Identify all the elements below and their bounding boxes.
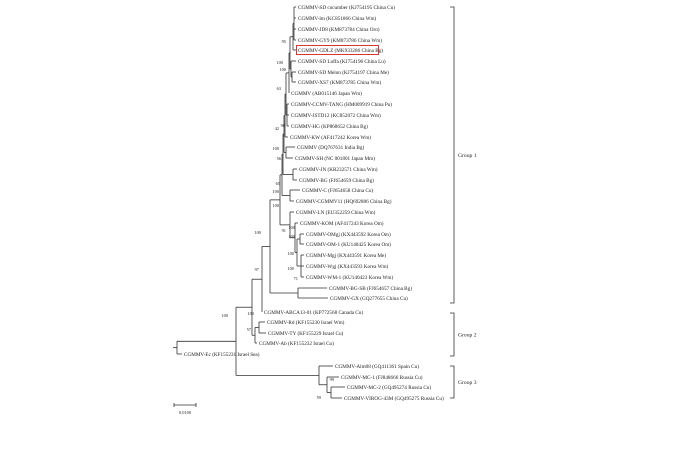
taxon-label: CGMMV-MC-1 (FJ848666 Russia Cu) <box>341 374 423 381</box>
bootstrap-value: 100 <box>272 203 279 208</box>
taxon-label: CGMMV-SD Melon (KJ754197 China Me) <box>298 69 389 76</box>
bootstrap-value: 71 <box>293 276 298 281</box>
taxon-label: CGMMV-LN (EU352259 China Wm) <box>296 209 376 216</box>
taxon-label: CGMMV-Alm08 (GQ411361 Spain Cu) <box>335 363 419 370</box>
bootstrap-value: 97 <box>254 267 259 272</box>
taxon-label: CGMMV-GDLZ (MK933286 China Bg) <box>298 47 383 54</box>
bootstrap-value: 100 <box>272 189 279 194</box>
taxon-label: CGMMV-TY (KF155229 Israel Cu) <box>268 330 344 337</box>
taxon-label: CGMMV-HG (KP868652 China Bg) <box>291 123 368 130</box>
bootstrap-value: 100 <box>279 67 286 72</box>
taxon-label: CGMMV-C (FJ654658 China Cu) <box>302 187 374 194</box>
taxon-label: CGMMV-lm (KC851866 China Wm) <box>298 15 377 22</box>
bootstrap-value: 100 <box>288 225 295 230</box>
bootstrap-value: 57 <box>246 327 251 332</box>
taxon-label: CGMMV-KOM (AF417243 Korea Om) <box>300 220 384 227</box>
group-label: Group 1 <box>458 153 477 159</box>
bootstrap-value: 100 <box>287 266 294 271</box>
taxon-label: CGMMV (AB015146 Japan Wm) <box>291 90 362 97</box>
taxon-label: CGMMV-BG-SB (FJ654657 China Bg) <box>329 285 412 292</box>
taxon-label: CGMMV-Mgj (KX443591 Korea Me) <box>306 252 387 259</box>
scale-bar <box>174 403 196 415</box>
taxon-label: CGMMV-Rd (KF155230 Israel Wm) <box>267 319 345 326</box>
group-brackets <box>450 7 477 398</box>
bootstrap-value: 100 <box>288 234 295 239</box>
taxon-label: CGMMV-JD8 (KM873784 China Oro) <box>298 26 380 33</box>
scale-bar-label: 0.0100 <box>178 410 192 415</box>
taxon-label: CGMMV-KW (AF417242 Korea Wm) <box>290 134 372 141</box>
taxon-label: CGMMV-OMgj (KX443592 Korea Om) <box>306 231 391 238</box>
taxon-label: CGMMV (DQ767631 India Bg) <box>297 144 365 151</box>
taxon-label: CGMMV-MC-2 (GQ495274 Russia Cu) <box>347 384 432 391</box>
taxon-labels <box>184 4 444 402</box>
taxon-label: CGMMV-JN (KR232571 China Wm) <box>299 166 378 173</box>
bootstrap-value: 90 <box>280 123 285 128</box>
taxon-label: CGMMV-JSTD12 (KC852072 China Wm) <box>291 112 381 119</box>
taxon-label: CGMMV-Ec (KF155231 Israel Sea) <box>184 351 260 358</box>
taxon-label: CGMMV-Wgj (KX443593 Korea Wm) <box>306 263 389 270</box>
bootstrap-value: 100 <box>221 313 228 318</box>
taxon-label: CGMMV-CGMMV11 (HQ692886 China Bg) <box>296 198 392 205</box>
group-bracket <box>450 366 454 398</box>
taxon-label: CGMMV-XS7 (KM873785 China Wm) <box>298 79 382 86</box>
bootstrap-value: 56 <box>276 156 281 161</box>
taxon-label: CGMMV-GY9 (KM873786 China Wm) <box>298 37 383 44</box>
taxon-label: CGMMV-BG (FJ654659 China Bg) <box>299 177 374 184</box>
taxon-label: CGMMV-Ab (KF155232 Israel Cu) <box>259 340 334 347</box>
bootstrap-value: 100 <box>276 60 283 65</box>
bootstrap-value: 99 <box>329 377 334 382</box>
taxon-label: CGMMV-SD cucumber (KJ754195 China Cu) <box>298 4 395 11</box>
taxon-label: CGMMV-CCMV-TANG (HM009919 China Pu) <box>291 101 393 108</box>
bootstrap-value: 100 <box>287 251 294 256</box>
bootstrap-value: 100 <box>254 230 261 235</box>
bootstrap-value: 95 <box>281 39 286 44</box>
taxon-label: CGMMV-SH (NC 001801 Japan Mm) <box>295 155 375 162</box>
taxon-label: CGMMV-ABCA13-01 (KP772568 Canada Cu) <box>264 309 364 316</box>
taxon-label: CGMMV-GX (GQ277655 China Cu) <box>330 295 408 302</box>
taxon-label: CGMMV-OM-1 (KU140425 Korea Om) <box>306 241 391 248</box>
group-label: Group 2 <box>458 332 477 339</box>
taxon-label: CGMMV-VIROG-43M (GQ495275 Russia Cu) <box>344 395 444 402</box>
bootstrap-value: 65 <box>275 181 280 186</box>
bootstrap-value: 42 <box>274 126 279 131</box>
group-label: Group 3 <box>458 380 477 386</box>
bootstrap-value: 100 <box>272 146 279 151</box>
group-bracket <box>450 313 454 356</box>
taxon-label: CGMMV-WM-1 (KU140423 Korea Wm) <box>306 274 394 281</box>
bootstrap-value: 91 <box>281 228 286 233</box>
bootstrap-value: 100 <box>247 311 254 316</box>
bootstrap-value: 63 <box>276 86 281 91</box>
taxon-label: CGMMV-SD Luffa (KJ754196 China Lu) <box>298 58 386 65</box>
bootstrap-value: 59 <box>316 395 321 400</box>
group-bracket <box>450 7 454 303</box>
